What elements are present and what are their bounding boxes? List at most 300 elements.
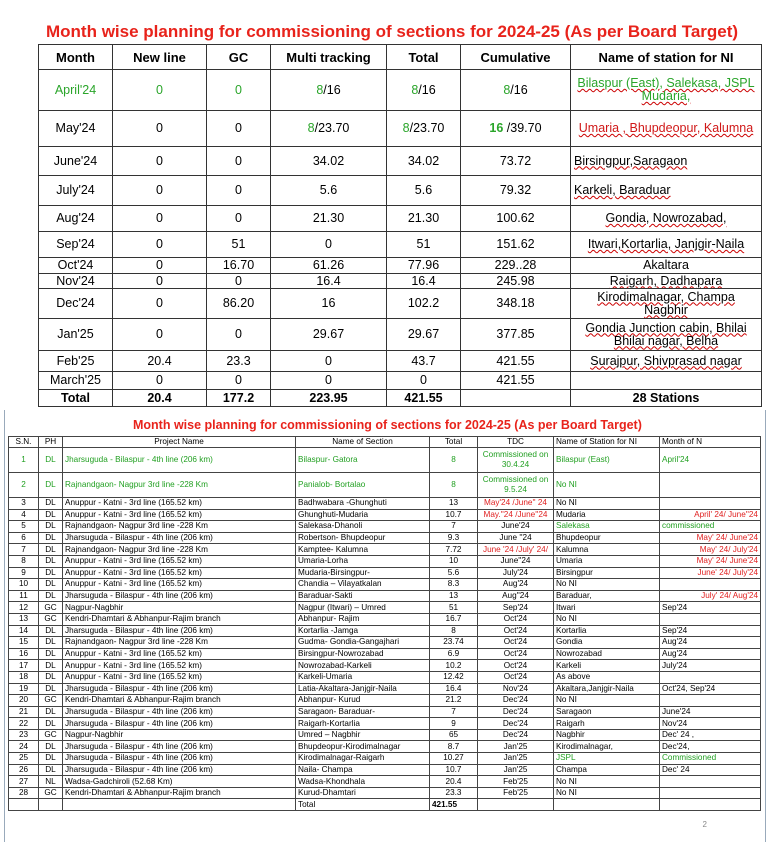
cumulative-cell — [461, 70, 571, 111]
new-line-cell: 0 — [113, 289, 207, 319]
detail-header-row — [9, 437, 761, 448]
station-cell: As above — [554, 671, 660, 683]
month-cell: May' 24/ June'24 — [660, 532, 761, 544]
ph-cell: DL — [39, 706, 63, 718]
month-cell: commissioned — [660, 521, 761, 533]
sn-cell: 21 — [9, 706, 39, 718]
summary-title: Month wise planning for commissioning of sections for 2024-25 (As per Board Target) — [46, 22, 739, 41]
project-cell: Jharsuguda - Bilaspur - 4th line (206 km) — [63, 753, 296, 765]
cumulative-cell: 100.62 — [461, 206, 571, 232]
total-multi: 223.95 — [271, 390, 387, 407]
month-cell — [660, 498, 761, 510]
month-cell: May' 24/ July'24 — [660, 544, 761, 556]
project-cell: Nagpur-Nagbhir — [63, 602, 296, 614]
detail-row — [9, 683, 761, 695]
header-project-name: Project Name — [63, 437, 296, 448]
station-cell: Kalumna — [554, 544, 660, 556]
project-cell: Jharsuguda - Bilaspur - 4th line (206 km) — [63, 706, 296, 718]
detail-row — [9, 498, 761, 510]
ph-cell: DL — [39, 660, 63, 672]
project-cell: Rajnandgaon- Nagpur 3rd line -228 Km — [63, 473, 296, 498]
sn-cell: 14 — [9, 625, 39, 637]
month-cell: June'24 — [39, 147, 113, 176]
section-cell: Mudaria-Birsingpur- — [296, 567, 430, 579]
station-cell: Kirodimalnagar, — [554, 741, 660, 753]
cumulative-cell: 421.55 — [461, 351, 571, 372]
section-cell: Latia-Akaltara-Janjgir-Naila — [296, 683, 430, 695]
section-cell: Kirodimalnagar-Raigarh — [296, 753, 430, 765]
detail-row — [9, 544, 761, 556]
summary-row — [39, 176, 762, 206]
section-cell: Wadsa-Khondhala — [296, 776, 430, 788]
sn-cell: 27 — [9, 776, 39, 788]
detail-total-empty — [478, 799, 554, 811]
sn-cell: 17 — [9, 660, 39, 672]
multi-cell: 0 — [271, 232, 387, 258]
station-names: Kirodimalnagar, Champa Nagbhir — [597, 289, 735, 317]
ph-cell: DL — [39, 625, 63, 637]
multi-cell — [271, 111, 387, 147]
total-cell: 6.9 — [430, 648, 478, 660]
ph-cell: DL — [39, 509, 63, 521]
station-cell: Salekasa — [554, 521, 660, 533]
project-cell: Anuppur - Katni - 3rd line (165.52 km) — [63, 509, 296, 521]
tdc-cell: Aug'24 — [478, 579, 554, 591]
detail-row — [9, 602, 761, 614]
total-cell: 10.2 — [430, 660, 478, 672]
month-cell: Feb'25 — [39, 351, 113, 372]
cum-commissioned: 16 — [489, 121, 504, 135]
sn-cell: 16 — [9, 648, 39, 660]
header-station-ni: Name of Station for NI — [554, 437, 660, 448]
summary-row — [39, 258, 762, 274]
total-planned: /23.70 — [409, 121, 445, 135]
total-cell: 8 — [430, 448, 478, 473]
month-cell: Jan'25 — [39, 319, 113, 351]
sn-cell: 25 — [9, 753, 39, 765]
station-cell: Umaria — [554, 555, 660, 567]
new-line-cell: 0 — [113, 258, 207, 274]
station-names: Surajpur, Shivprasad nagar — [590, 353, 742, 368]
sn-cell: 20 — [9, 695, 39, 707]
total-cell: 20.4 — [430, 776, 478, 788]
station-cell: No NI — [554, 776, 660, 788]
header-station-name: Name of station for NI — [571, 45, 762, 70]
gc-cell: 51 — [207, 232, 271, 258]
cumulative-cell: 348.18 — [461, 289, 571, 319]
tdc-cell: June ''24 — [478, 532, 554, 544]
tdc-cell: Dec'24 — [478, 729, 554, 741]
detail-total-empty — [554, 799, 660, 811]
section-cell: Panialob- Bortalao — [296, 473, 430, 498]
header-cumulative: Cumulative — [461, 45, 571, 70]
detail-row — [9, 718, 761, 730]
station-cell: Saragaon — [554, 706, 660, 718]
new-line-cell: 0 — [113, 319, 207, 351]
section-cell: Umred – Nagbhir — [296, 729, 430, 741]
detail-row — [9, 532, 761, 544]
total-cell: 16.4 — [430, 683, 478, 695]
ph-cell: DL — [39, 683, 63, 695]
tdc-cell: Commissioned on 9.5.24 — [478, 473, 554, 498]
station-cell: Baraduar, — [554, 590, 660, 602]
header-new-line: New line — [113, 45, 207, 70]
section-cell: Abhanpur- Kurud — [296, 695, 430, 707]
tdc-cell: Sep'24 — [478, 602, 554, 614]
month-cell: March'25 — [39, 372, 113, 390]
station-names: Gondia Junction cabin, Bhilai Bhilai nagar, Belha — [585, 320, 747, 348]
project-cell: Anuppur - Katni - 3rd line (165.52 km) — [63, 648, 296, 660]
total-cell — [387, 111, 461, 147]
month-cell: Aug'24 — [39, 206, 113, 232]
station-names: Gondia, Nowrozabad, — [605, 211, 727, 225]
tdc-cell: Dec'24 — [478, 695, 554, 707]
header-ph: PH — [39, 437, 63, 448]
month-cell: Dec'24 — [39, 289, 113, 319]
sn-cell: 12 — [9, 602, 39, 614]
section-cell: Karkeli-Umaria — [296, 671, 430, 683]
project-cell: Jharsuguda - Bilaspur - 4th line (206 km) — [63, 741, 296, 753]
month-cell: May'24 — [39, 111, 113, 147]
ph-cell: DL — [39, 718, 63, 730]
project-cell: Rajnandgaon- Nagpur 3rd line -228 Km — [63, 521, 296, 533]
project-cell: Kendri-Dhamtari & Abhanpur-Rajim branch — [63, 695, 296, 707]
header-tdc: TDC — [478, 437, 554, 448]
cumulative-cell: 229..28 — [461, 258, 571, 274]
detail-row — [9, 706, 761, 718]
header-month-ni: Month of N — [660, 437, 761, 448]
total-cell: 29.67 — [387, 319, 461, 351]
cumulative-cell: 151.62 — [461, 232, 571, 258]
sn-cell: 9 — [9, 567, 39, 579]
month-cell — [660, 695, 761, 707]
summary-row — [39, 147, 762, 176]
ph-cell: DL — [39, 764, 63, 776]
detail-row — [9, 660, 761, 672]
station-cell: No NI — [554, 695, 660, 707]
header-total: Total — [430, 437, 478, 448]
total-cell: 8.3 — [430, 579, 478, 591]
sn-cell: 15 — [9, 637, 39, 649]
total-cell: 77.96 — [387, 258, 461, 274]
section-cell: Raigarh-Kortarlia — [296, 718, 430, 730]
section-cell: Nowrozabad-Karkeli — [296, 660, 430, 672]
total-cell: 16.7 — [430, 613, 478, 625]
page-number: 2 — [702, 820, 707, 829]
sn-cell: 18 — [9, 671, 39, 683]
station-cell — [571, 372, 762, 390]
multi-cell — [271, 70, 387, 111]
total-cell: 13 — [430, 498, 478, 510]
section-cell: Kortarlia -Jamga — [296, 625, 430, 637]
ph-cell: GC — [39, 729, 63, 741]
month-cell: June'24 — [660, 706, 761, 718]
total-cell: 10.7 — [430, 764, 478, 776]
tdc-cell: Oct'24 — [478, 648, 554, 660]
section-cell: Umaria-Lorha — [296, 555, 430, 567]
tdc-cell: July'24 — [478, 567, 554, 579]
month-cell: Oct'24, Sep'24 — [660, 683, 761, 695]
tdc-cell: June '24 /July' 24/ — [478, 544, 554, 556]
tdc-cell: Nov'24 — [478, 683, 554, 695]
detail-total-empty — [63, 799, 296, 811]
total-cell: 13 — [430, 590, 478, 602]
detail-row — [9, 613, 761, 625]
station-cell — [571, 289, 762, 319]
total-total: 421.55 — [387, 390, 461, 407]
month-cell: April'24 — [660, 448, 761, 473]
cum-planned: /39.70 — [503, 121, 542, 135]
detail-row — [9, 648, 761, 660]
ph-cell: DL — [39, 590, 63, 602]
month-cell: Sep'24 — [660, 602, 761, 614]
total-cell: 51 — [430, 602, 478, 614]
total-cell: 10.27 — [430, 753, 478, 765]
month-cell — [660, 787, 761, 799]
gc-cell: 0 — [207, 274, 271, 289]
cumulative-cell — [461, 111, 571, 147]
tdc-cell: Dec'24 — [478, 718, 554, 730]
station-cell: Gondia — [554, 637, 660, 649]
tdc-cell: May'24 /June'' 24 — [478, 498, 554, 510]
total-cell: 5.6 — [430, 567, 478, 579]
month-cell: July'24 — [39, 176, 113, 206]
ph-cell: DL — [39, 555, 63, 567]
section-cell: Baraduar-Sakti — [296, 590, 430, 602]
multi-cell: 0 — [271, 351, 387, 372]
multi-planned: /23.70 — [314, 121, 350, 135]
tdc-cell: Feb'25 — [478, 787, 554, 799]
ph-cell: DL — [39, 448, 63, 473]
total-gc: 177.2 — [207, 390, 271, 407]
total-cell — [387, 70, 461, 111]
tdc-cell: Jan'25 — [478, 753, 554, 765]
detail-row — [9, 555, 761, 567]
detail-row — [9, 567, 761, 579]
ph-cell: GC — [39, 695, 63, 707]
sn-cell: 19 — [9, 683, 39, 695]
ph-cell: DL — [39, 567, 63, 579]
station-cell: No NI — [554, 787, 660, 799]
total-cell: 7 — [430, 706, 478, 718]
month-cell: April'24 — [39, 70, 113, 111]
station-cell — [571, 206, 762, 232]
project-cell: Jharsuguda - Bilaspur - 4th line (206 km) — [63, 625, 296, 637]
month-cell: April' 24/ June''24 — [660, 509, 761, 521]
summary-row — [39, 232, 762, 258]
gc-cell: 23.3 — [207, 351, 271, 372]
month-cell — [660, 776, 761, 788]
project-cell: Rajnandgaon- Nagpur 3rd line -228 Km — [63, 544, 296, 556]
project-cell: Jharsuguda - Bilaspur - 4th line (206 km) — [63, 532, 296, 544]
month-cell: June' 24/ July'24 — [660, 567, 761, 579]
month-cell — [660, 613, 761, 625]
station-names: Itwari,Kortarlia, Janjgir-Naila — [587, 237, 745, 251]
total-cell: 12.42 — [430, 671, 478, 683]
gc-cell: 0 — [207, 206, 271, 232]
ph-cell: DL — [39, 532, 63, 544]
section-cell: Saragaon- Baraduar- — [296, 706, 430, 718]
ph-cell: GC — [39, 787, 63, 799]
station-cell: Nowrozabad — [554, 648, 660, 660]
sn-cell: 10 — [9, 579, 39, 591]
project-cell: Anuppur - Katni - 3rd line (165.52 km) — [63, 660, 296, 672]
detail-total-value: 421.55 — [430, 799, 478, 811]
sn-cell: 7 — [9, 544, 39, 556]
sn-cell: 5 — [9, 521, 39, 533]
section-cell: Naila- Champa — [296, 764, 430, 776]
sn-cell: 6 — [9, 532, 39, 544]
section-cell: Nagpur (Itwari) – Umred — [296, 602, 430, 614]
total-cell: 10 — [430, 555, 478, 567]
summary-total-row — [39, 390, 762, 407]
sn-cell: 28 — [9, 787, 39, 799]
multi-cell: 0 — [271, 372, 387, 390]
station-cell — [571, 147, 762, 176]
ph-cell: DL — [39, 521, 63, 533]
station-cell — [571, 351, 762, 372]
multi-cell: 5.6 — [271, 176, 387, 206]
project-cell: Anuppur - Katni - 3rd line (165.52 km) — [63, 567, 296, 579]
ph-cell: DL — [39, 648, 63, 660]
header-month: Month — [39, 45, 113, 70]
detail-total-empty — [39, 799, 63, 811]
multi-cell: 34.02 — [271, 147, 387, 176]
sn-cell: 3 — [9, 498, 39, 510]
month-cell: Dec' 24 , — [660, 729, 761, 741]
station-names: Umaria , Bhupdeopur, Kalumna — [578, 121, 754, 135]
month-cell: Sep'24 — [660, 625, 761, 637]
section-cell: Salekasa-Dhanoli — [296, 521, 430, 533]
detail-row — [9, 787, 761, 799]
summary-row — [39, 206, 762, 232]
multi-cell: 29.67 — [271, 319, 387, 351]
section-cell: Kamptee- Kalumna — [296, 544, 430, 556]
total-cell: 9.3 — [430, 532, 478, 544]
new-line-cell: 0 — [113, 147, 207, 176]
station-names: Raigarh, Dadhapara — [609, 273, 723, 288]
project-cell: Jharsuguda - Bilaspur - 4th line (206 km) — [63, 718, 296, 730]
tdc-cell: Commissioned on 30.4.24 — [478, 448, 554, 473]
project-cell: Anuppur - Katni - 3rd line (165.52 km) — [63, 555, 296, 567]
ph-cell: DL — [39, 544, 63, 556]
ph-cell: NL — [39, 776, 63, 788]
header-multi-tracking: Multi tracking — [271, 45, 387, 70]
station-cell: Mudaria — [554, 509, 660, 521]
sn-cell: 26 — [9, 764, 39, 776]
cum-commissioned: 8 — [503, 82, 511, 97]
section-cell: Gudma- Gondia-Gangajhari — [296, 637, 430, 649]
multi-cell: 61.26 — [271, 258, 387, 274]
detail-row — [9, 473, 761, 498]
summary-row — [39, 274, 762, 289]
tdc-cell: Feb'25 — [478, 776, 554, 788]
total-cell: 65 — [430, 729, 478, 741]
ph-cell: DL — [39, 741, 63, 753]
detail-total-row — [9, 799, 761, 811]
detail-title: Month wise planning for commissioning of sections for 2024-25 (As per Board Target) — [133, 418, 642, 432]
project-cell: Kendri-Dhamtari & Abhanpur-Rajim branch — [63, 787, 296, 799]
new-line-cell: 20.4 — [113, 351, 207, 372]
total-commissioned: 8 — [402, 121, 410, 135]
month-cell: July'24 — [660, 660, 761, 672]
total-new-line: 20.4 — [113, 390, 207, 407]
month-cell: Dec'24, — [660, 741, 761, 753]
detail-slide — [4, 410, 766, 842]
sn-cell: 4 — [9, 509, 39, 521]
cumulative-cell: 421.55 — [461, 372, 571, 390]
multi-cell: 21.30 — [271, 206, 387, 232]
total-cell: 102.2 — [387, 289, 461, 319]
month-cell: Oct'24 — [39, 258, 113, 274]
multi-cell: 16 — [271, 289, 387, 319]
new-line-cell: 0 — [113, 372, 207, 390]
gc-cell: 0 — [207, 319, 271, 351]
station-cell — [571, 111, 762, 147]
detail-row — [9, 579, 761, 591]
month-cell: Aug'24 — [660, 637, 761, 649]
detail-total-label: Total — [296, 799, 430, 811]
month-cell — [660, 671, 761, 683]
new-line-cell: 0 — [113, 70, 207, 111]
station-names: Bilaspur (East), Salekasa, JSPL Mudaria, — [577, 76, 755, 103]
station-cell: Bilaspur (East) — [554, 448, 660, 473]
tdc-cell: Oct'24 — [478, 671, 554, 683]
project-cell: Rajnandgaon- Nagpur 3rd line -228 Km — [63, 637, 296, 649]
ph-cell: GC — [39, 613, 63, 625]
total-cell: 10.7 — [430, 509, 478, 521]
gc-cell: 0 — [207, 111, 271, 147]
tdc-cell: Oct'24 — [478, 613, 554, 625]
tdc-cell: May.''24 /June''24 — [478, 509, 554, 521]
section-cell: Bhupdeopur-Kirodimalnagar — [296, 741, 430, 753]
summary-table — [38, 44, 762, 407]
project-cell: Nagpur-Nagbhir — [63, 729, 296, 741]
tdc-cell: Aug''24 — [478, 590, 554, 602]
sn-cell: 23 — [9, 729, 39, 741]
detail-row — [9, 637, 761, 649]
cumulative-cell: 79.32 — [461, 176, 571, 206]
month-cell: Sep'24 — [39, 232, 113, 258]
station-cell: Champa — [554, 764, 660, 776]
summary-row — [39, 351, 762, 372]
detail-row — [9, 741, 761, 753]
total-cell: 16.4 — [387, 274, 461, 289]
cumulative-cell: 377.85 — [461, 319, 571, 351]
total-cell: 8 — [430, 625, 478, 637]
tdc-cell: Dec'24 — [478, 706, 554, 718]
total-label: Total — [39, 390, 113, 407]
section-cell: Robertson- Bhupdeopur — [296, 532, 430, 544]
station-cell: Karkeli — [554, 660, 660, 672]
total-cell: 8.7 — [430, 741, 478, 753]
month-cell: May' 24/ June'24 — [660, 555, 761, 567]
multi-commissioned: 8 — [316, 82, 324, 97]
station-cell — [571, 319, 762, 351]
tdc-cell: Jan'25 — [478, 764, 554, 776]
station-cell: Birsingpur — [554, 567, 660, 579]
summary-slide — [0, 0, 774, 408]
new-line-cell: 0 — [113, 111, 207, 147]
total-cell: 34.02 — [387, 147, 461, 176]
total-cell: 21.2 — [430, 695, 478, 707]
total-cell: 9 — [430, 718, 478, 730]
ph-cell: DL — [39, 671, 63, 683]
station-cell — [571, 232, 762, 258]
month-cell: Aug'24 — [660, 648, 761, 660]
station-cell: Nagbhir — [554, 729, 660, 741]
cumulative-cell: 245.98 — [461, 274, 571, 289]
